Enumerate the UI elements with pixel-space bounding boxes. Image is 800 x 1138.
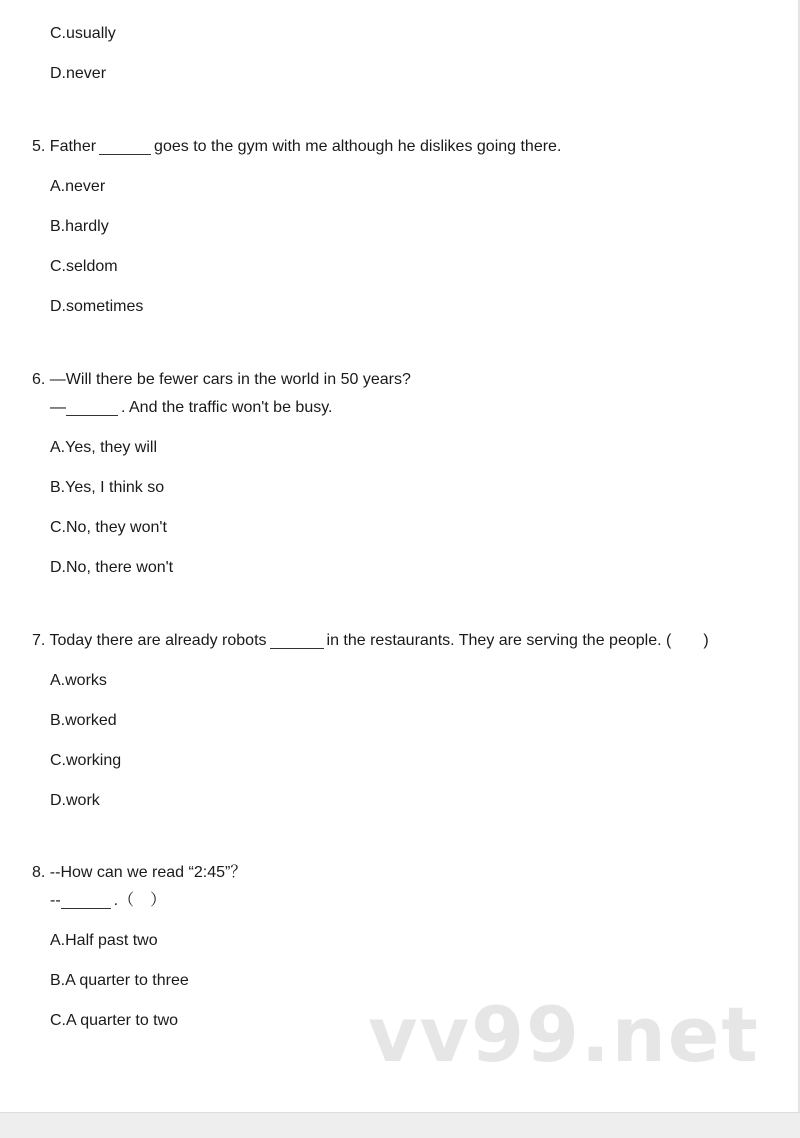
option-c: C.A quarter to two <box>50 1012 179 1029</box>
option-d: D.No, there won't <box>50 559 174 576</box>
option-c: C.working <box>50 752 122 769</box>
question-7 <box>32 631 709 651</box>
option-d-never: D.never <box>50 65 107 82</box>
answer-blank <box>270 634 324 649</box>
question-5 <box>32 137 561 157</box>
question-number: 7. <box>32 632 46 649</box>
question-text: —Will there be fewer cars in the world in 50 years? <box>49 371 411 388</box>
dash: — <box>50 399 66 416</box>
option-a: A.Yes, they will <box>50 439 158 456</box>
answer-blank <box>66 401 118 416</box>
question-8-response <box>50 891 166 911</box>
option-d: D.sometimes <box>50 298 144 315</box>
option-c: C.No, they won't <box>50 519 167 536</box>
answer-blank <box>61 894 111 909</box>
option-c-usually: C.usually <box>50 25 116 42</box>
watermark: vv99.net <box>368 990 760 1079</box>
option-a: A.Half past two <box>50 932 158 949</box>
option-b: B.A quarter to three <box>50 972 189 989</box>
question-text: in the restaurants. They are serving the people. <box>326 632 662 649</box>
question-text: Today there are already robots <box>49 632 267 649</box>
option-c: C.seldom <box>50 258 118 275</box>
option-a: A.works <box>50 672 107 689</box>
question-8 <box>32 863 246 883</box>
option-b: B.worked <box>50 712 117 729</box>
page-bottom-bar <box>0 1112 800 1138</box>
answer-blank <box>99 140 151 155</box>
dash: -- <box>50 892 61 909</box>
question-text: Father <box>49 138 97 155</box>
option-d: D.work <box>50 792 100 809</box>
option-a: A.never <box>50 178 106 195</box>
question-number: 5. <box>32 138 46 155</box>
question-number: 8. <box>32 864 46 881</box>
question-6-response <box>50 398 332 418</box>
response-text: .（ ） <box>113 892 167 909</box>
response-text: . And the traffic won't be busy. <box>121 399 333 416</box>
question-6 <box>32 370 411 390</box>
answer-parentheses: ( ) <box>665 632 709 649</box>
question-text: --How can we read “2:45”？ <box>49 864 247 881</box>
question-number: 6. <box>32 371 46 388</box>
option-b: B.Yes, I think so <box>50 479 165 496</box>
question-text: goes to the gym with me although he dislikes going there. <box>154 138 562 155</box>
option-b: B.hardly <box>50 218 109 235</box>
